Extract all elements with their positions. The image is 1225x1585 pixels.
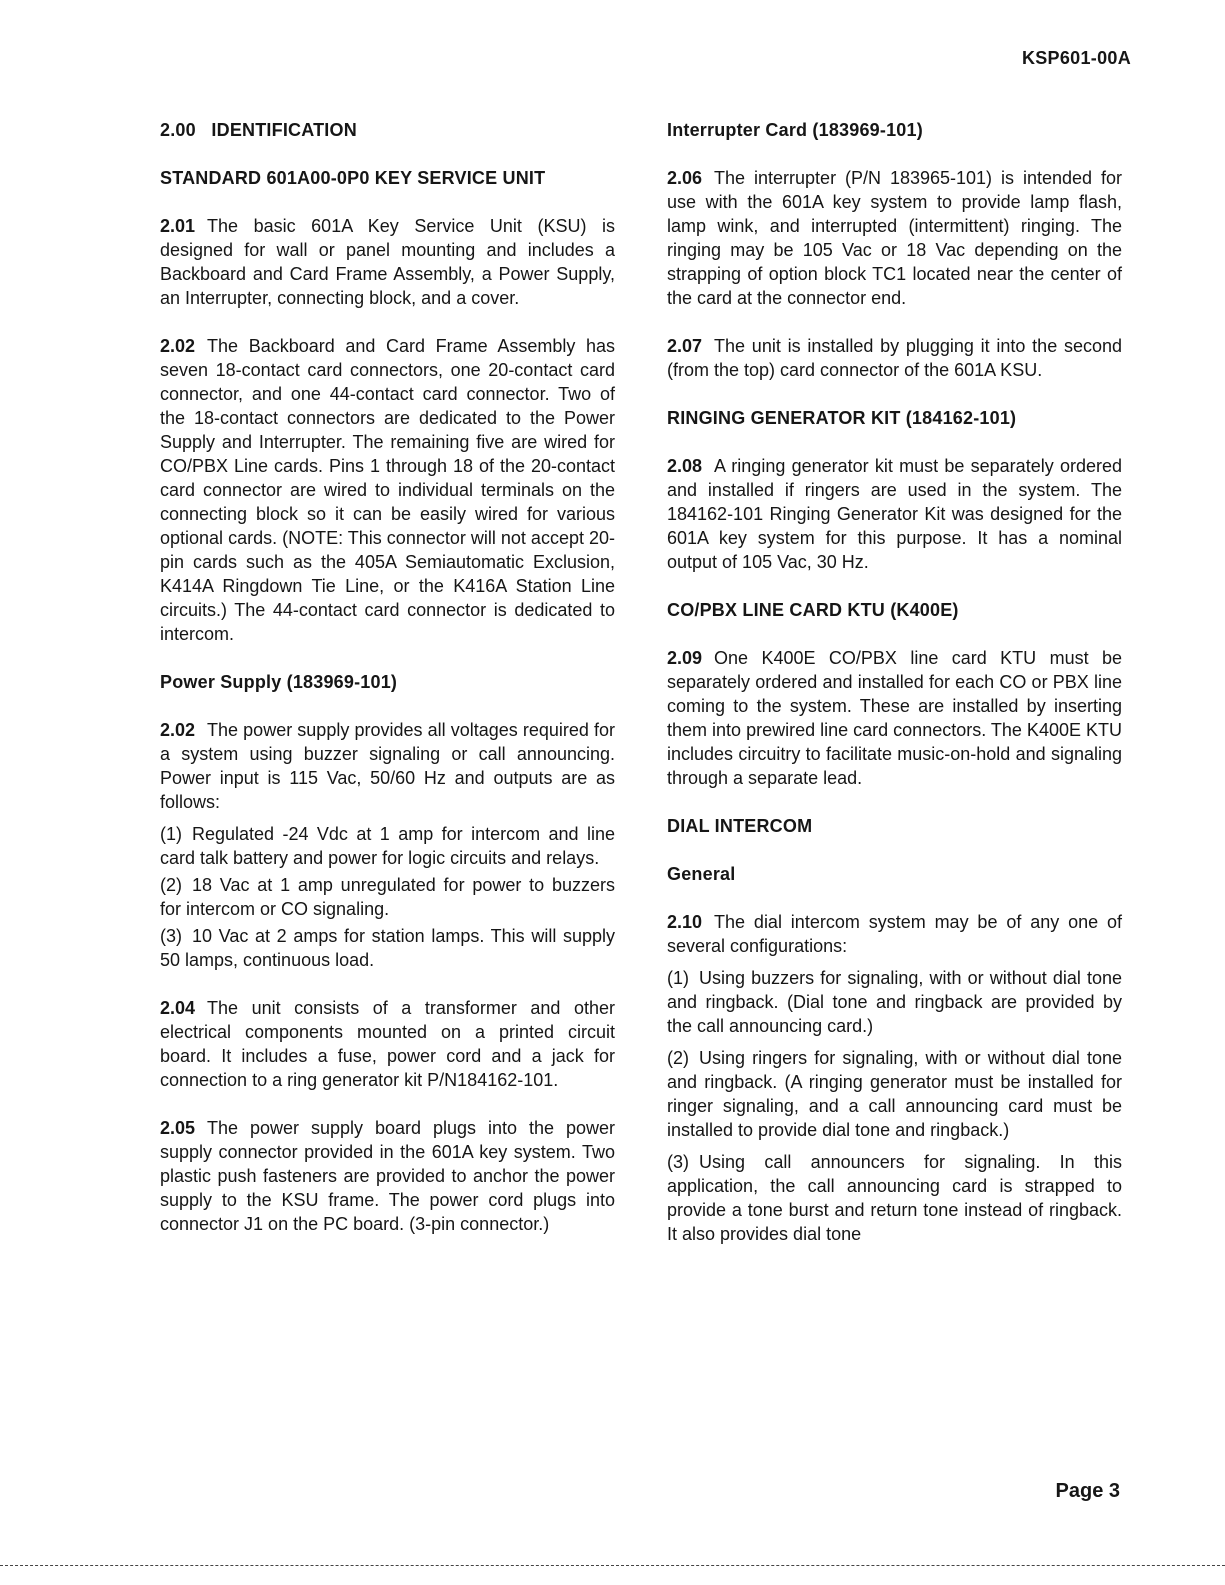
page-number: Page 3 (1055, 1480, 1120, 1502)
list-marker: (2) (667, 1048, 689, 1068)
list-item (667, 1046, 1122, 1142)
paragraph-number: 2.01 (160, 216, 196, 236)
paragraph-number: 2.05 (160, 1118, 196, 1138)
page-bottom-rule (0, 1565, 1225, 1566)
paragraph-2-09 (667, 646, 1122, 790)
paragraph-2-08 (667, 454, 1122, 574)
list-item (160, 873, 615, 921)
heading-interrupter-card: Interrupter Card (183969-101) (667, 120, 923, 140)
list-marker: (3) (667, 1152, 689, 1172)
heading-general: General (667, 864, 736, 884)
paragraph-number: 2.08 (667, 456, 703, 476)
paragraph-2-01 (160, 214, 615, 310)
paragraph-number: 2.09 (667, 648, 703, 668)
heading-copbx-line-card: CO/PBX LINE CARD KTU (K400E) (667, 600, 959, 620)
paragraph-2-07 (667, 334, 1122, 382)
list-item-text: Regulated -24 Vdc at 1 amp for intercom and line card talk battery and power for logic circuits and relays. (160, 824, 615, 868)
left-column (160, 118, 615, 1260)
paragraph-text: The power supply board plugs into the power supply connector provided in the 601A key system. Two plastic push fasteners are provided to anchor the power supply to the KSU frame. The power cord plugs into connector J1 on the PC board. (3-pin connector.) (160, 1118, 615, 1234)
list-item (160, 924, 615, 972)
list-item-text: 18 Vac at 1 amp unregulated for power to buzzers for intercom or CO signaling. (160, 875, 615, 919)
paragraph-2-06 (667, 166, 1122, 310)
paragraph-number: 2.02 (160, 720, 196, 740)
list-item (667, 1150, 1122, 1246)
paragraph-text: The unit is installed by plugging it into the second (from the top) card connector of the 601A KSU. (667, 336, 1122, 380)
right-column (667, 118, 1122, 1270)
paragraph-text: The interrupter (P/N 183965-101) is intended for use with the 601A key system to provide lamp flash, lamp wink, and interrupted (intermittent) ringing. The ringing may be 105 Vac or 18 Vac depending on the strapping of option block TC1 located near the center of the card at the connector end. (667, 168, 1122, 308)
list-item-text: Using call announcers for signaling. In this application, the call announcing card is strapped to provide a tone burst and return tone instead of ringback. It also provides dial tone (667, 1152, 1122, 1244)
list-item (160, 822, 615, 870)
paragraph-2-02-backboard (160, 334, 615, 646)
list-marker: (1) (667, 968, 689, 988)
paragraph-text: The Backboard and Card Frame Assembly has seven 18-contact card connectors, one 20-contact card connector, and one 44-contact card connector. Two of the 18-contact connectors are dedicated to the Power Supply and Interrupter. The remaining five are wired for CO/PBX Line cards. Pins 1 through 18 of the 20-contact card connector are wired to individual terminals on the connecting block so it can be easily wired for various optional cards. (NOTE: This connector will not accept 20-pin cards such as the 405A Semiautomatic Exclusion, K414A Ringdown Tie Line, or the K416A Station Line circuits.) The 44-contact card connector is dedicated to intercom. (160, 336, 615, 644)
power-outputs-list (160, 822, 615, 972)
paragraph-text: The unit consists of a transformer and other electrical components mounted on a printed circuit board. It includes a fuse, power cord and a jack for connection to a ring generator kit P/N184162-101. (160, 998, 615, 1090)
list-item-text: Using ringers for signaling, with or without dial tone and ringback. (A ringing generator must be installed for ringer signaling, and a call announcing card must be installed to provide dial tone and ringback.) (667, 1048, 1122, 1140)
list-item (667, 966, 1122, 1038)
paragraph-text: One K400E CO/PBX line card KTU must be separately ordered and installed for each CO or PBX line coming to the system. These are installed by inserting them into prewired line card connectors. The K400E KTU includes circuitry to facilitate music-on-hold and signaling through a separate lead. (667, 648, 1122, 788)
heading-ringing-generator-kit: RINGING GENERATOR KIT (184162-101) (667, 408, 1017, 428)
list-marker: (3) (160, 926, 182, 946)
paragraph-text: A ringing generator kit must be separately ordered and installed if ringers are used in the system. The 184162-101 Ringing Generator Kit was designed for the 601A key system for this purpose. It has a nominal output of 105 Vac, 30 Hz. (667, 456, 1122, 572)
intercom-configurations-list (667, 966, 1122, 1246)
paragraph-2-04 (160, 996, 615, 1092)
document-id: KSP601-00A (1021, 48, 1131, 68)
paragraph-number: 2.06 (667, 168, 703, 188)
heading-power-supply: Power Supply (183969-101) (160, 672, 398, 692)
list-item-text: 10 Vac at 2 amps for station lamps. This will supply 50 lamps, continuous load. (160, 926, 615, 970)
heading-dial-intercom: DIAL INTERCOM (667, 816, 813, 836)
paragraph-text: The basic 601A Key Service Unit (KSU) is designed for wall or panel mounting and includes a Backboard and Card Frame Assembly, a Power Supply, an Interrupter, connecting block, and a cover. (160, 216, 615, 308)
heading-identification: 2.00 IDENTIFICATION (160, 120, 357, 140)
paragraph-number: 2.07 (667, 336, 703, 356)
paragraph-number: 2.04 (160, 998, 196, 1018)
paragraph-number: 2.10 (667, 912, 703, 932)
paragraph-number: 2.02 (160, 336, 196, 356)
paragraph-2-02-power (160, 718, 615, 814)
paragraph-text: The dial intercom system may be of any one of several configurations: (667, 912, 1122, 956)
heading-standard-ksu: STANDARD 601A00-0P0 KEY SERVICE UNIT (160, 168, 546, 188)
list-marker: (1) (160, 824, 182, 844)
list-marker: (2) (160, 875, 182, 895)
list-item-text: Using buzzers for signaling, with or without dial tone and ringback. (Dial tone and ringback are provided by the call announcing card.) (667, 968, 1122, 1036)
paragraph-2-05 (160, 1116, 615, 1236)
paragraph-2-10 (667, 910, 1122, 958)
paragraph-text: The power supply provides all voltages required for a system using buzzer signaling or call announcing. Power input is 115 Vac, 50/60 Hz and outputs are as follows: (160, 720, 615, 812)
